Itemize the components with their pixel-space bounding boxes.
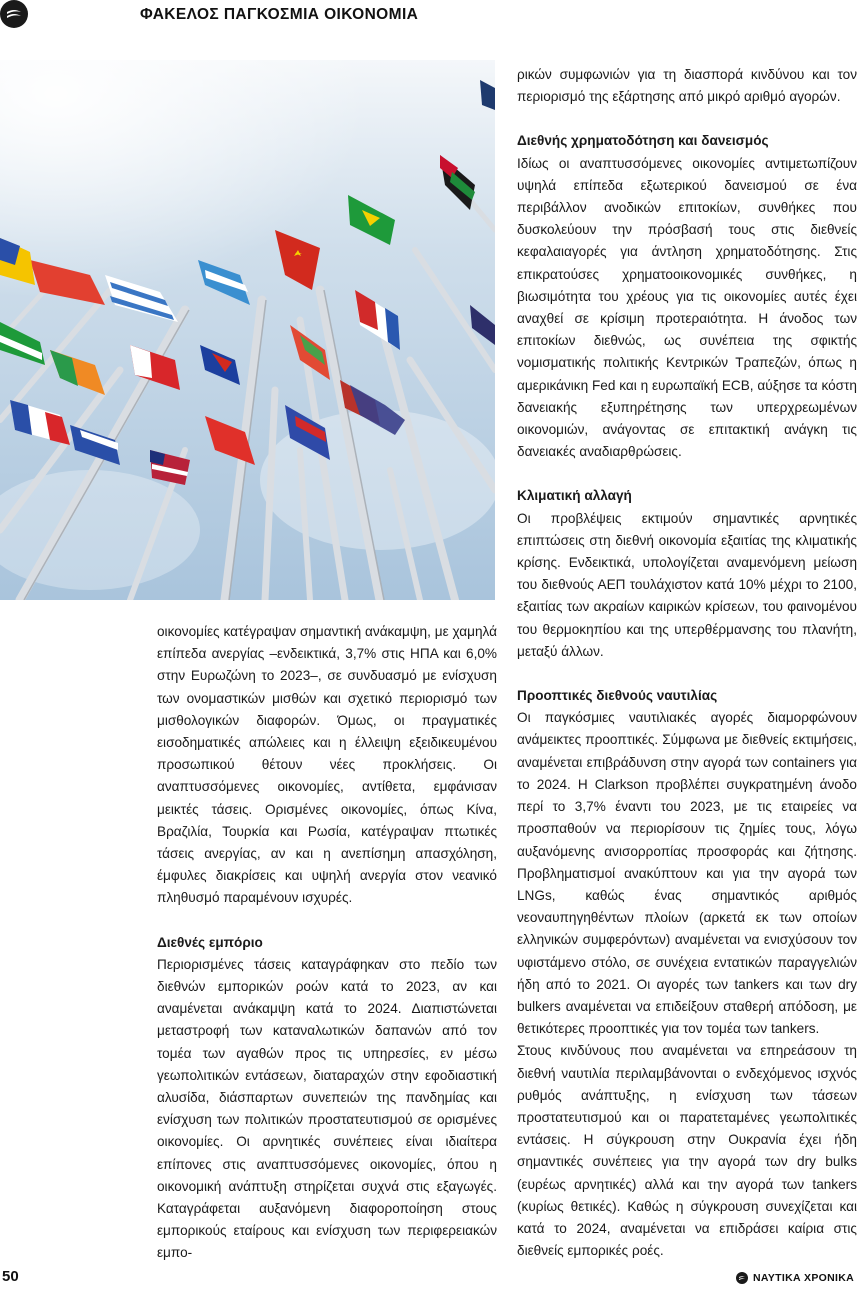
page-number: 50 <box>2 1268 19 1285</box>
flags-photo <box>0 60 495 600</box>
subheading-climate: Κλιματική αλλαγή <box>517 488 632 504</box>
body-paragraph: Οι παγκόσμιες ναυτιλιακές αγορές διαμορφώνουν ανάμεικτες προοπτικές. Σύμφωνα με διεθνείς εκτιμήσεις, αναμένεται επιβράδυνση στην αγορά των containers για το 2024. Η Clarkson προβλέπει συγκρατημένη άνοδο περί το 3,7% έναντι του 2023, με τις εταιρείες να προσπαθούν να περιορίσουν τις ζημίες τους, λόγω αυξανόμενης ανισορροπίας προσφοράς και ζήτησης. Προβληματισμοί ανακύπτουν και για την αγορά των LNGs, καθώς ένας σημαντικός αριθμός νεοναυπηγηθέντων πλοίων (αρκετά εκ των οποίων ελληνικών συμφερόντων) αναμένεται να ενισχύσουν τον υφιστάμενο στόλο, σε συνέχεια εντατικών παραγγελιών ήδη από το 2021. Οι αγορές των tankers και των dry bulkers αναμένεται να επιδείξουν σταθερή απόδοση, με θετικότερες προοπτικές για τον τομέα των tankers. <box>517 710 857 1037</box>
left-column <box>157 621 497 1265</box>
subheading-finance: Διεθνής χρηματοδότηση και δανεισμός <box>517 133 769 149</box>
section-title: ΦΑΚΕΛΟΣ ΠΑΓΚΟΣΜΙΑ ΟΙΚΟΝΟΜΙΑ <box>140 6 419 23</box>
body-paragraph: οικονομίες κατέγραψαν σημαντική ανάκαμψη, με χαμηλά επίπεδα ανεργίας –ενδεικτικά, 3,7% στις ΗΠΑ και 6,0% στην Ευρωζώνη το 2023–, σε συνδυασμό με ενίσχυση των ονομαστικών μισθών και σχετικό περιορισμό των μισθολογικών διαφορών. Όμως, οι πραγματικές εισοδηματικές απώλειες και η έλλειψη εξειδικευμένου προσωπικού θέτουν νέες προκλήσεις. Οι αναπτυσσόμενες οικονομίες, αντίθετα, εμφάνισαν μεικτές τάσεις. Ορισμένες οικονομίες, όπως Κίνα, Βραζιλία, Τουρκία και Ρωσία, κατέγραψαν πτωτικές τάσεις ανεργίας, αν και η ανεπίσημη απασχόληση, έμφυλες διακρίσεις και υψηλή ανεργία στον νεανικό πληθυσμό παραμένουν ισχυρές. <box>157 624 497 906</box>
body-paragraph: ρικών συμφωνιών για τη διασπορά κινδύνου και τον περιορισμό της εξάρτησης από μικρό αριθμό αγορών. <box>517 67 857 105</box>
body-paragraph: Περιορισμένες τάσεις καταγράφηκαν στο πεδίο των διεθνών εμπορικών ροών κατά το 2023, αν και αναμένεται ανάκαμψη κατά το 2024. Διαπιστώνεται μεταστροφή των καταναλωτικών δαπανών από τον τομέα των αγαθών προς τις υπηρεσίες, εν μέσω γεωπολιτικών εντάσεων, διαταραχών στην εφοδιαστική αλυσίδα, διάσπαρτων συνεπειών της πανδημίας και ενίσχυση των πολιτικών προστατευτισμού σε ορισμένες οικονομίες. Οι αρνητικές συνέπειες είναι ιδιαίτερα επίπονες στις αναπτυσσόμενες οικονομίες, όπου η οικονομική ανάπτυξη στηρίζεται συχνά στις εξαγωγές. Καταγράφεται αυξανόμενη διαφοροποίηση στους εμπορικούς εταίρους και ενίσχυση των περιφερειακών εμπο- <box>157 956 497 1261</box>
publication-logo-icon <box>0 0 28 28</box>
subheading-shipping: Προοπτικές διεθνούς ναυτιλίας <box>517 688 718 704</box>
subheading-trade: Διεθνές εμπόριο <box>157 934 263 950</box>
brand-name: ΝΑΥΤΙΚΑ ΧΡΟΝΙΚΑ <box>753 1272 854 1284</box>
publication-logo-icon <box>736 1272 748 1284</box>
body-paragraph: Ιδίως οι αναπτυσσόμενες οικονομίες αντιμετωπίζουν υψηλά επίπεδα εξωτερικού δανεισμού σε ένα περιβάλλον ανοδικών επιτοκίων, συνθήκες που δυσκολεύουν την πρόσβασή τους στις διεθνείς κεφαλαιαγορές για άντληση χρηματοδότησης. Στις επικρατούσες χρηματοοικονομικές συνθήκες, η βιωσιμότητα του χρέους για τις οικονομίες αυτές έχει αναχθεί σε κρίσιμη προτεραιότητα. Η άνοδος των επιτοκίων διεθνώς, ως συνέπεια της σφικτής νομισματικής πολιτικής Κεντρικών Τραπεζών, όπως η αμερικάνικη Fed και η ευρωπαϊκή ECB, αύξησε τα κόστη δανειακής εξυπηρέτησης των υπερχρεωμένων οικονομιών, ανάγοντας σε επιτακτική ανάγκη τις δανειακές αναδιαρθρώσεις. <box>517 155 857 460</box>
right-column <box>517 64 857 1262</box>
footer-brand <box>736 1272 854 1284</box>
body-paragraph: Οι προβλέψεις εκτιμούν σημαντικές αρνητικές επιπτώσεις στη διεθνή οικονομία εξαιτίας της κλιματικής κρίσης. Ενδεικτικά, υπολογίζεται αναμενόμενη μείωση του διεθνούς ΑΕΠ τουλάχιστον κατά 10% μέχρι το 2100, εξαιτίας των ακραίων καιρικών κρίσεων, του φαινομένου του θερμοκηπίου και της υπερθέρμανσης του πλανήτη, μεταξύ άλλων. <box>517 510 857 659</box>
body-paragraph: Στους κινδύνους που αναμένεται να επηρεάσουν τη διεθνή ναυτιλία περιλαμβάνονται ο ενδεχόμενος ισχνός ρυθμός ανάπτυξης, η ενίσχυση των τάσεων προστατευτισμού και οι παρατεταμένες γεωπολιτικές εντάσεις. Η σύγκρουση στην Ουκρανία έχει ήδη σημαντικές συνέπειες για την αγορά των dry bulks (ευρέως αρνητικές) αλλά και την αγορά των tankers (κυρίως θετικές). Καθώς η σύγκρουση συνεχίζεται και κατά το 2024, αναμένεται να επιδράσει καίρια στις διεθνείς εμπορικές ροές. <box>517 1043 857 1259</box>
